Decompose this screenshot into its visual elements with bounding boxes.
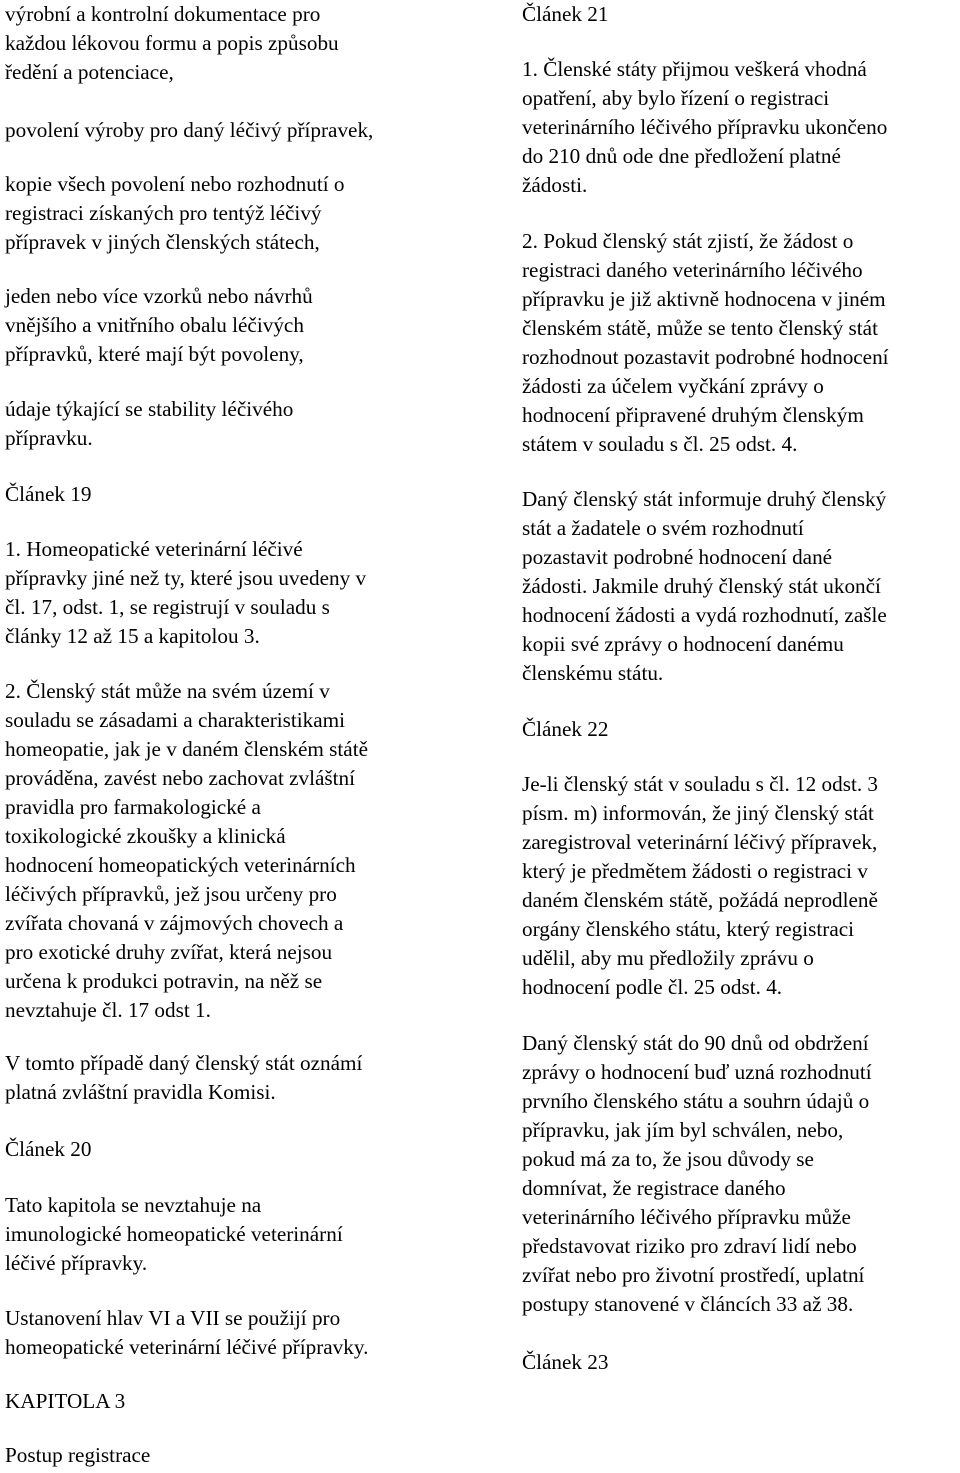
paragraph-packaging-samples: jeden nebo více vzorků nebo návrhů vnějšího a vnitřního obalu léčivých přípravků, které mají být povoleny, [5, 284, 313, 366]
paragraph-article-21-2: 2. Pokud členský stát zjistí, že žádost o registraci daného veterinárního léčivého přípravku je již aktivně hodnocena v jiném členském státě, může se tento členský stát rozhodnout pozastavit podrobné hodnocení žádosti za účelem vyčkání zprávy o hodnocení připravené druhým členským státem v souladu s čl. 25 odst. 4. [522, 229, 889, 456]
paragraph-article-22-2: Daný členský stát do 90 dnů od obdržení zprávy o hodnocení buď uzná rozhodnutí prvního členského státu a souhrn údajů o přípravku, jak jím byl schválen, nebo, pokud má za to, že jsou důvody se domnívat, že registrace daného veterinárního léčivého přípravku může představovat riziko pro zdraví lidí nebo zvířat nebo pro životní prostředí, uplatní postupy stanovené v článcích 33 až 38. [522, 1031, 872, 1316]
paragraph-article-19-2: 2. Členský stát může na svém území v souladu se zásadami a charakteristikami homeopatie, jak je v daném členském státě prováděna, zavést nebo zachovat zvláštní pravidla pro farmakologické a toxikologické zkoušky a klinická hodnocení homeopatických veterinárních léčivých přípravků, jež jsou určeny pro zvířata chovaná v zájmových chovech a pro exotické druhy zvířat, která nejsou určena k produkci potravin, na něž se nevztahuje čl. 17 odst 1. [5, 679, 369, 1022]
paragraph-article-19-3: V tomto případě daný členský stát oznámí platná zvláštní pravidla Komisi. [5, 1051, 363, 1104]
heading-article-23: Článek 23 [522, 1350, 609, 1374]
heading-article-22: Článek 22 [522, 717, 609, 741]
paragraph-documentation: výrobní a kontrolní dokumentace pro každou lékovou formu a popis způsobu ředění a potenciace, [5, 2, 339, 84]
heading-article-19: Článek 19 [5, 482, 92, 506]
paragraph-article-19-1: 1. Homeopatické veterinární léčivé přípravky jiné než ty, které jsou uvedeny v čl. 17, odst. 1, se registrují v souladu s články 12 až 15 a kapitolou 3. [5, 537, 367, 648]
paragraph-article-22-1: Je-li členský stát v souladu s čl. 12 odst. 3 písm. m) informován, že jiný členský stát zaregistroval veterinární léčivý přípravek, který je předmětem žádosti o registraci v daném členském státě, požádá neprodleně orgány členského státu, který registraci udělil, aby mu předložily zprávu o hodnocení podle čl. 25 odst. 4. [522, 772, 879, 999]
heading-article-20: Článek 20 [5, 1137, 92, 1161]
heading-chapter-3: KAPITOLA 3 [5, 1389, 126, 1413]
paragraph-article-21-3: Daný členský stát informuje druhý členský stát a žadatele o svém rozhodnutí pozastavit podrobné hodnocení dané žádosti. Jakmile druhý členský stát ukončí hodnocení žádosti a vydá rozhodnutí, zašle kopii své zprávy o hodnocení danému členskému státu. [522, 487, 887, 685]
paragraph-article-20-1: Tato kapitola se nevztahuje na imunologické homeopatické veterinární léčivé přípravky. [5, 1193, 343, 1275]
paragraph-stability-data: údaje týkající se stability léčivého přípravku. [5, 397, 294, 450]
paragraph-registration-copies: kopie všech povolení nebo rozhodnutí o registraci získaných pro tentýž léčivý přípravek v jiných členských státech, [5, 172, 345, 254]
paragraph-article-20-2: Ustanovení hlav VI a VII se použijí pro homeopatické veterinární léčivé přípravky. [5, 1306, 369, 1359]
heading-registration-procedure: Postup registrace [5, 1443, 151, 1467]
heading-article-21: Článek 21 [522, 2, 609, 26]
paragraph-article-21-1: 1. Členské státy přijmou veškerá vhodná opatření, aby bylo řízení o registraci veterinárního léčivého přípravku ukončeno do 210 dnů ode dne předložení platné žádosti. [522, 57, 888, 197]
paragraph-manufacturing-permit: povolení výroby pro daný léčivý přípravek, [5, 118, 374, 142]
